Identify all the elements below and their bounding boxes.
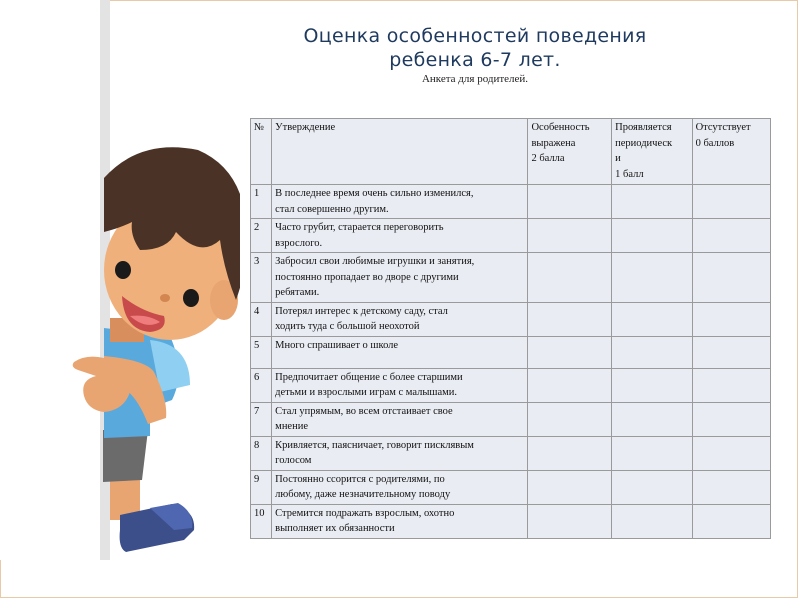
statement-line: Предпочитает общение с более старшими bbox=[275, 371, 463, 383]
header-periodic-score: 1 балл bbox=[615, 168, 644, 180]
answer-cell-expressed[interactable] bbox=[528, 368, 612, 402]
row-statement bbox=[272, 402, 528, 436]
table-row bbox=[251, 368, 771, 402]
answer-cell-absent[interactable] bbox=[692, 185, 770, 219]
row-statement bbox=[272, 470, 528, 504]
statement-line: стал совершенно другим. bbox=[275, 203, 389, 215]
row-statement bbox=[272, 185, 528, 219]
header-absent-score: 0 баллов bbox=[695, 137, 735, 149]
table-row bbox=[251, 302, 771, 336]
answer-cell-periodic[interactable] bbox=[612, 336, 692, 368]
row-number: 9 bbox=[251, 470, 272, 504]
page-subtitle: Анкета для родителей. bbox=[421, 73, 529, 85]
row-statement bbox=[272, 504, 528, 538]
statement-line: Стремится подражать взрослым, охотно bbox=[275, 507, 455, 519]
statement-line: Потерял интерес к детскому саду, стал bbox=[275, 305, 448, 317]
shorts bbox=[103, 430, 148, 482]
header-periodic-line: периодическ bbox=[615, 137, 673, 149]
header-periodic-line: и bbox=[615, 153, 621, 164]
statement-line: любому, даже незначительному поводу bbox=[275, 489, 451, 500]
row-statement bbox=[272, 336, 528, 368]
header-absent bbox=[692, 119, 770, 185]
statement-line: Постоянно ссорится с родителями, по bbox=[275, 473, 445, 485]
header-periodic bbox=[612, 119, 692, 185]
answer-cell-periodic[interactable] bbox=[612, 253, 692, 303]
cartoon-boy-illustration bbox=[0, 0, 240, 600]
answer-cell-expressed[interactable] bbox=[528, 504, 612, 538]
statement-line: Стал упрямым, во всем отстаивает свое bbox=[275, 405, 453, 417]
answer-cell-periodic[interactable] bbox=[612, 302, 692, 336]
statement-line: выполняет их обязанности bbox=[275, 523, 395, 534]
answer-cell-periodic[interactable] bbox=[612, 185, 692, 219]
table-row bbox=[251, 219, 771, 253]
answer-cell-periodic[interactable] bbox=[612, 219, 692, 253]
statement-line: голосом bbox=[275, 455, 312, 466]
statement-line: ходить туда с большой неохотой bbox=[275, 321, 420, 332]
answer-cell-expressed[interactable] bbox=[528, 253, 612, 303]
header-expressed-score: 2 балла bbox=[531, 153, 565, 164]
answer-cell-absent[interactable] bbox=[692, 253, 770, 303]
statement-line: взрослого. bbox=[275, 237, 323, 249]
row-statement bbox=[272, 302, 528, 336]
statement-line: постоянно пропадает во дворе с другими bbox=[275, 271, 459, 283]
answer-cell-periodic[interactable] bbox=[612, 436, 692, 470]
row-number: 4 bbox=[251, 302, 272, 336]
answer-cell-absent[interactable] bbox=[692, 504, 770, 538]
answer-cell-absent[interactable] bbox=[692, 219, 770, 253]
table-row bbox=[251, 436, 771, 470]
statement-line: мнение bbox=[275, 421, 308, 432]
answer-cell-expressed[interactable] bbox=[528, 219, 612, 253]
row-statement bbox=[272, 368, 528, 402]
statement-line: Кривляется, паясничает, говорит писклявым bbox=[275, 439, 474, 451]
title-line-2: ребенка 6-7 лет. bbox=[389, 49, 561, 71]
table-row bbox=[251, 402, 771, 436]
row-number: 6 bbox=[251, 368, 272, 402]
answer-cell-absent[interactable] bbox=[692, 436, 770, 470]
table-header-row bbox=[251, 119, 771, 185]
statement-line: Часто грубит, старается переговорить bbox=[275, 222, 444, 233]
answer-cell-expressed[interactable] bbox=[528, 302, 612, 336]
wall-panel bbox=[0, 0, 104, 560]
row-number: 10 bbox=[251, 504, 272, 538]
eye-right bbox=[183, 289, 199, 307]
answer-cell-absent[interactable] bbox=[692, 368, 770, 402]
answer-cell-periodic[interactable] bbox=[612, 504, 692, 538]
eye-left bbox=[115, 261, 131, 279]
statement-line: ребятами. bbox=[275, 287, 320, 298]
header-expressed bbox=[528, 119, 612, 185]
answer-cell-expressed[interactable] bbox=[528, 336, 612, 368]
table-row bbox=[251, 470, 771, 504]
table-row bbox=[251, 185, 771, 219]
row-number: 2 bbox=[251, 219, 272, 253]
questionnaire-table bbox=[250, 118, 771, 539]
answer-cell-periodic[interactable] bbox=[612, 470, 692, 504]
row-number: 7 bbox=[251, 402, 272, 436]
row-statement bbox=[272, 253, 528, 303]
statement-line: Много спрашивает о школе bbox=[275, 339, 399, 351]
statement-line: Забросил свои любимые игрушки и занятия, bbox=[275, 256, 475, 267]
answer-cell-expressed[interactable] bbox=[528, 436, 612, 470]
title-line-1: Оценка особенностей поведения bbox=[303, 25, 647, 47]
page-title bbox=[250, 24, 700, 72]
row-statement bbox=[272, 219, 528, 253]
answer-cell-absent[interactable] bbox=[692, 470, 770, 504]
answer-cell-periodic[interactable] bbox=[612, 368, 692, 402]
statement-line: детьми и взрослыми играм с малышами. bbox=[275, 387, 458, 398]
row-number: 1 bbox=[251, 185, 272, 219]
statement-line: В последнее время очень сильно изменился, bbox=[275, 188, 474, 199]
row-statement bbox=[272, 436, 528, 470]
header-statement: Утверждение bbox=[272, 119, 528, 185]
header-expressed-line: Особенность bbox=[531, 122, 590, 133]
table-row bbox=[251, 336, 771, 368]
table-row bbox=[251, 253, 771, 303]
row-number: 3 bbox=[251, 253, 272, 303]
header-num: № bbox=[251, 119, 272, 185]
answer-cell-absent[interactable] bbox=[692, 302, 770, 336]
answer-cell-absent[interactable] bbox=[692, 336, 770, 368]
table-row bbox=[251, 504, 771, 538]
header-periodic-line: Проявляется bbox=[615, 122, 672, 133]
answer-cell-expressed[interactable] bbox=[528, 185, 612, 219]
answer-cell-periodic[interactable] bbox=[612, 402, 692, 436]
answer-cell-absent[interactable] bbox=[692, 402, 770, 436]
nose bbox=[160, 294, 170, 302]
answer-cell-expressed[interactable] bbox=[528, 470, 612, 504]
row-number: 8 bbox=[251, 436, 272, 470]
header-expressed-line: выражена bbox=[531, 137, 576, 149]
header-absent-line: Отсутствует bbox=[695, 122, 751, 133]
answer-cell-expressed[interactable] bbox=[528, 402, 612, 436]
row-number: 5 bbox=[251, 336, 272, 368]
